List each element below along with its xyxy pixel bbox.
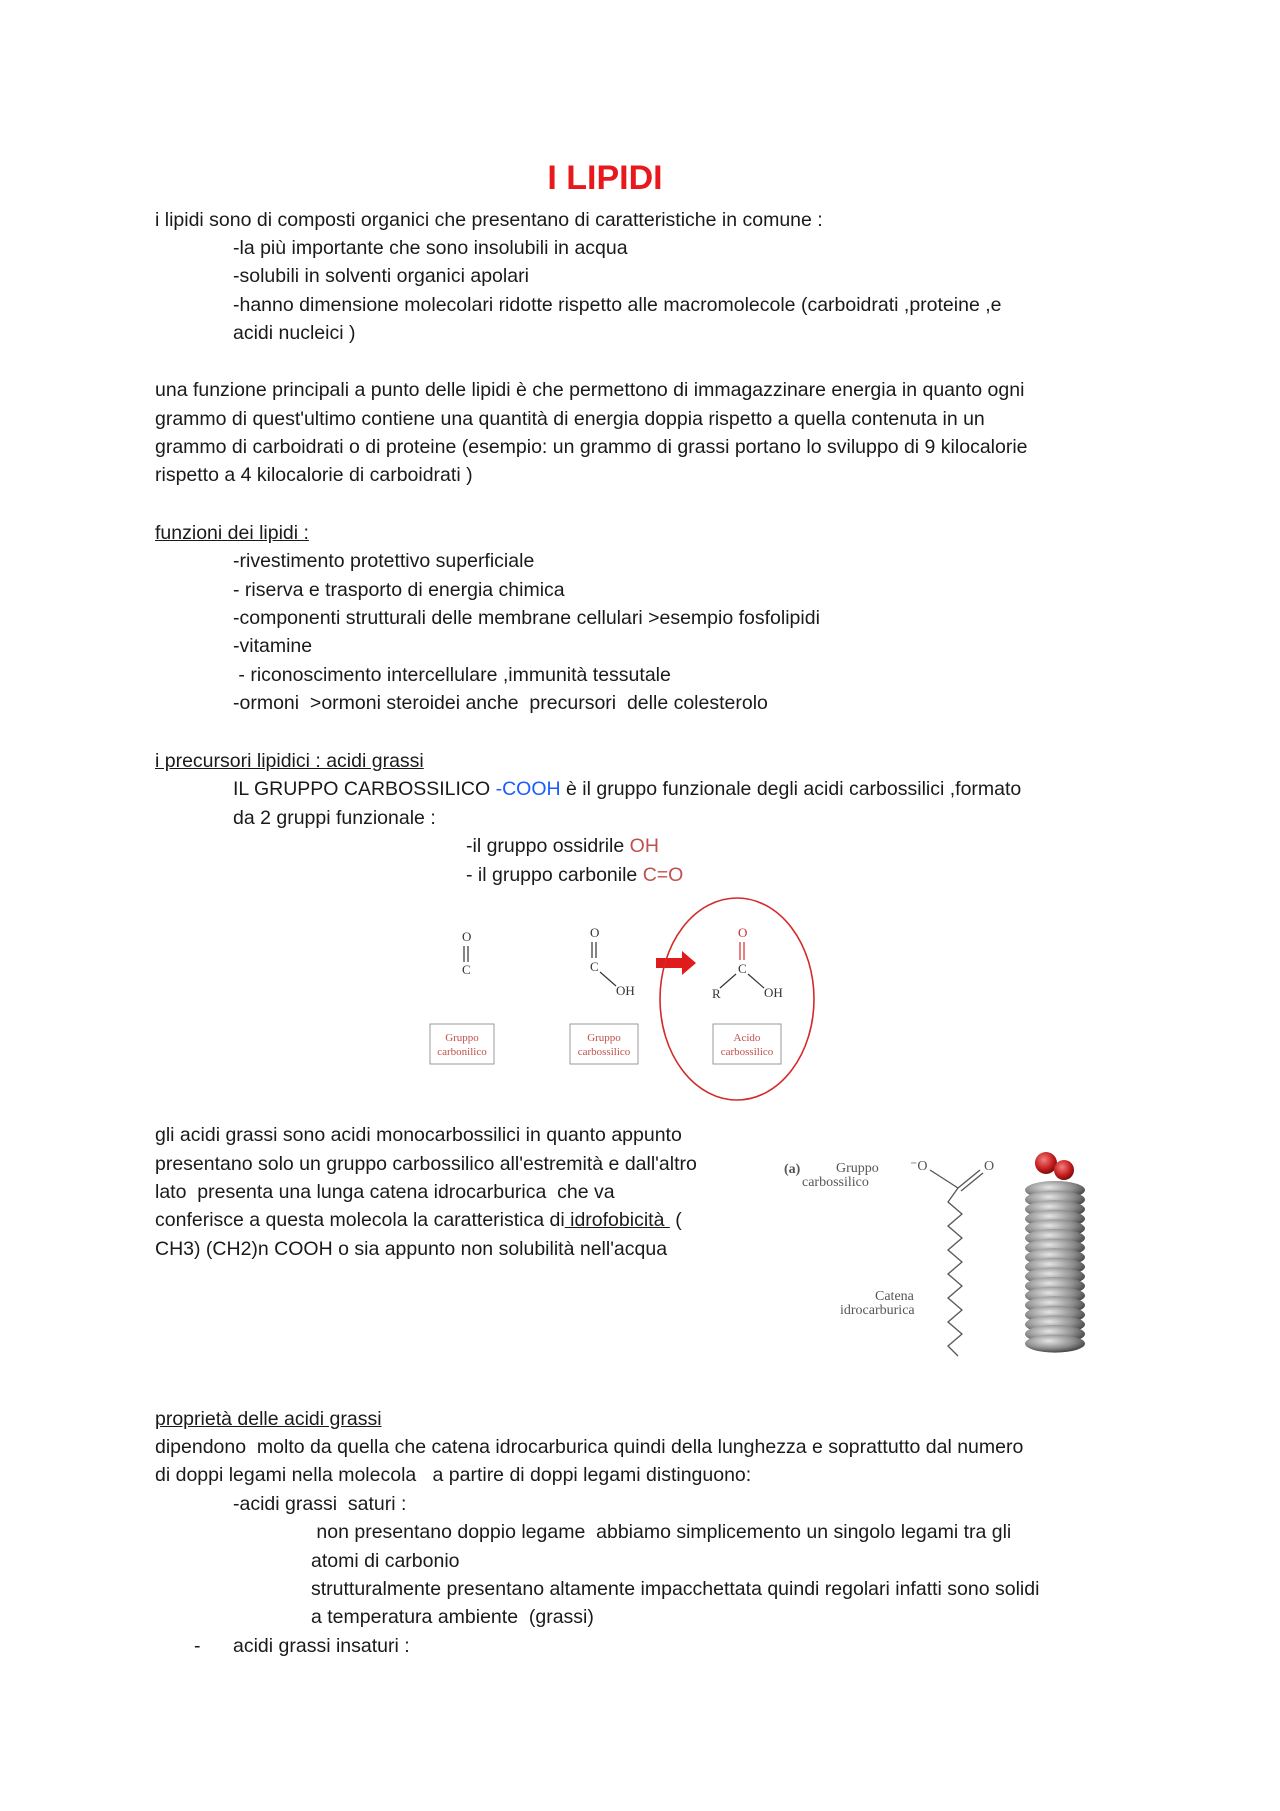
hydroxyl-group: OH bbox=[764, 985, 783, 1000]
carboxyl-line bbox=[233, 775, 1021, 803]
space-filling-model bbox=[1025, 1152, 1085, 1353]
hydroxyl-item bbox=[466, 832, 659, 860]
oxygen-sphere bbox=[1054, 1160, 1074, 1180]
single-bond bbox=[600, 972, 616, 986]
label-box bbox=[430, 1024, 494, 1064]
fatty-line: lato presenta una lunga catena idrocarburica che va bbox=[155, 1181, 615, 1203]
carboxyl-line-2: da 2 gruppi funzionale : bbox=[233, 807, 436, 829]
function-item: -ormoni >ormoni steroidei anche precursori delle colesterolo bbox=[233, 692, 768, 714]
label-box bbox=[570, 1024, 638, 1064]
oxygen-atom: O bbox=[462, 929, 472, 944]
intro-item: acidi nucleici ) bbox=[233, 322, 356, 344]
fatty-line-4 bbox=[155, 1206, 682, 1234]
oxygen-minus-atom: ⁻O bbox=[910, 1159, 928, 1174]
hydrocarbon-chain-zigzag bbox=[948, 1188, 962, 1356]
double-bond bbox=[958, 1170, 980, 1188]
intro-item: -hanno dimensione molecolari ridotte rispetto alle macromolecole (carboidrati ,proteine ,e bbox=[233, 294, 1002, 316]
saturated-line: non presentano doppio legame abbiamo simplicemento un singolo legami tra gli bbox=[311, 1521, 1012, 1543]
oxygen-atom: O bbox=[590, 925, 600, 940]
highlight-circle bbox=[660, 898, 814, 1100]
fatty-line: gli acidi grassi sono acidi monocarbossilici in quanto appunto bbox=[155, 1124, 682, 1146]
r-group: R bbox=[712, 986, 721, 1001]
group-label: Gruppo bbox=[836, 1161, 879, 1176]
chain-label: idrocarburica bbox=[840, 1303, 915, 1318]
double-bond bbox=[961, 1173, 983, 1191]
label-text: Gruppo bbox=[587, 1032, 621, 1044]
function-item: -rivestimento protettivo superficiale bbox=[233, 550, 535, 572]
saturated-line: strutturalmente presentano altamente impacchettata quindi regolari infatti sono solidi bbox=[311, 1578, 1040, 1600]
fatty-text: conferisce a questa molecola la caratteristica di bbox=[155, 1209, 565, 1231]
carboxyl-text-b: è il gruppo funzionale degli acidi carbossilici ,formato bbox=[560, 778, 1022, 800]
functions-heading: funzioni dei lipidi : bbox=[155, 522, 309, 544]
intro-item: -la più importante che sono insolubili in acqua bbox=[233, 237, 628, 259]
label-text: carbossilico bbox=[577, 1046, 631, 1058]
saturated-heading: -acidi grassi saturi : bbox=[233, 1493, 407, 1515]
fatty-acid-diagram bbox=[780, 1150, 1110, 1365]
unsaturated-heading: acidi grassi insaturi : bbox=[233, 1635, 410, 1657]
carbon-atom: C bbox=[590, 959, 599, 974]
properties-line: dipendono molto da quella che catena idrocarburica quindi della lunghezza e soprattutto dal numero bbox=[155, 1436, 1024, 1458]
group-label: carbossilico bbox=[802, 1175, 869, 1190]
precursors-heading: i precursori lipidici : acidi grassi bbox=[155, 750, 424, 772]
hydroxyl-label: -il gruppo ossidrile bbox=[466, 835, 630, 857]
carbon-atom: C bbox=[462, 962, 471, 977]
fatty-text: ( bbox=[669, 1209, 682, 1231]
single-bond bbox=[720, 974, 736, 988]
energy-line: grammo di quest'ultimo contiene una quantità di energia doppia rispetto a quella contenuta in un bbox=[155, 408, 985, 430]
carbonyl-label: - il gruppo carbonile bbox=[466, 864, 643, 886]
carbon-sphere bbox=[1025, 1335, 1085, 1353]
hydrophobicity-term: idrofobicità bbox=[564, 1209, 670, 1231]
co-formula: C=O bbox=[642, 864, 684, 886]
carbonyl-item bbox=[466, 861, 683, 889]
hydroxyl-group: OH bbox=[616, 983, 635, 998]
single-bond bbox=[930, 1170, 958, 1188]
page-title: I LIPIDI bbox=[547, 159, 663, 197]
function-item: - riconoscimento intercellulare ,immunità tessutale bbox=[233, 664, 671, 686]
oxygen-atom: O bbox=[738, 925, 748, 940]
intro-item: -solubili in solventi organici apolari bbox=[233, 265, 529, 287]
arrow-right-icon bbox=[656, 951, 696, 975]
saturated-line: atomi di carbonio bbox=[311, 1550, 460, 1572]
energy-line: grammo di carboidrati o di proteine (esempio: un grammo di grassi portano lo sviluppo di 9 kilocalorie bbox=[155, 436, 1028, 458]
figure-tag: (a) bbox=[784, 1162, 801, 1177]
label-text: carbonilico bbox=[437, 1046, 487, 1058]
intro-lead: i lipidi sono di composti organici che presentano di caratteristiche in comune : bbox=[155, 209, 823, 231]
carboxyl-diagram bbox=[420, 896, 840, 1106]
single-bond bbox=[748, 974, 764, 988]
oh-formula: OH bbox=[629, 835, 659, 857]
label-box bbox=[713, 1024, 781, 1064]
function-item: -componenti strutturali delle membrane cellulari >esempio fosfolipidi bbox=[233, 607, 820, 629]
fatty-line: CH3) (CH2)n COOH o sia appunto non solubilità nell'acqua bbox=[155, 1238, 668, 1260]
label-text: carbossilico bbox=[720, 1046, 774, 1058]
carbon-atom: C bbox=[738, 961, 747, 976]
bullet-dash: - bbox=[194, 1635, 201, 1657]
properties-line: di doppi legami nella molecola a partire di doppi legami distinguono: bbox=[155, 1464, 752, 1486]
saturated-line: a temperatura ambiente (grassi) bbox=[311, 1606, 594, 1628]
carboxyl-text-a: IL GRUPPO CARBOSSILICO bbox=[233, 778, 496, 800]
function-item: -vitamine bbox=[233, 635, 313, 657]
label-text: Acido bbox=[733, 1032, 761, 1044]
cooh-formula: -COOH bbox=[495, 778, 561, 800]
oxygen-sphere bbox=[1035, 1152, 1057, 1174]
function-item: - riserva e trasporto di energia chimica bbox=[233, 579, 565, 601]
label-text: Gruppo bbox=[445, 1032, 479, 1044]
energy-line: una funzione principali a punto delle lipidi è che permettono di immagazzinare energia in quanto ogni bbox=[155, 379, 1025, 401]
energy-line: rispetto a 4 kilocalorie di carboidrati ) bbox=[155, 464, 473, 486]
fatty-line: presentano solo un gruppo carbossilico all'estremità e dall'altro bbox=[155, 1153, 697, 1175]
oxygen-atom: O bbox=[984, 1159, 995, 1174]
properties-heading: proprietà delle acidi grassi bbox=[155, 1408, 382, 1430]
chain-label: Catena bbox=[875, 1289, 914, 1304]
